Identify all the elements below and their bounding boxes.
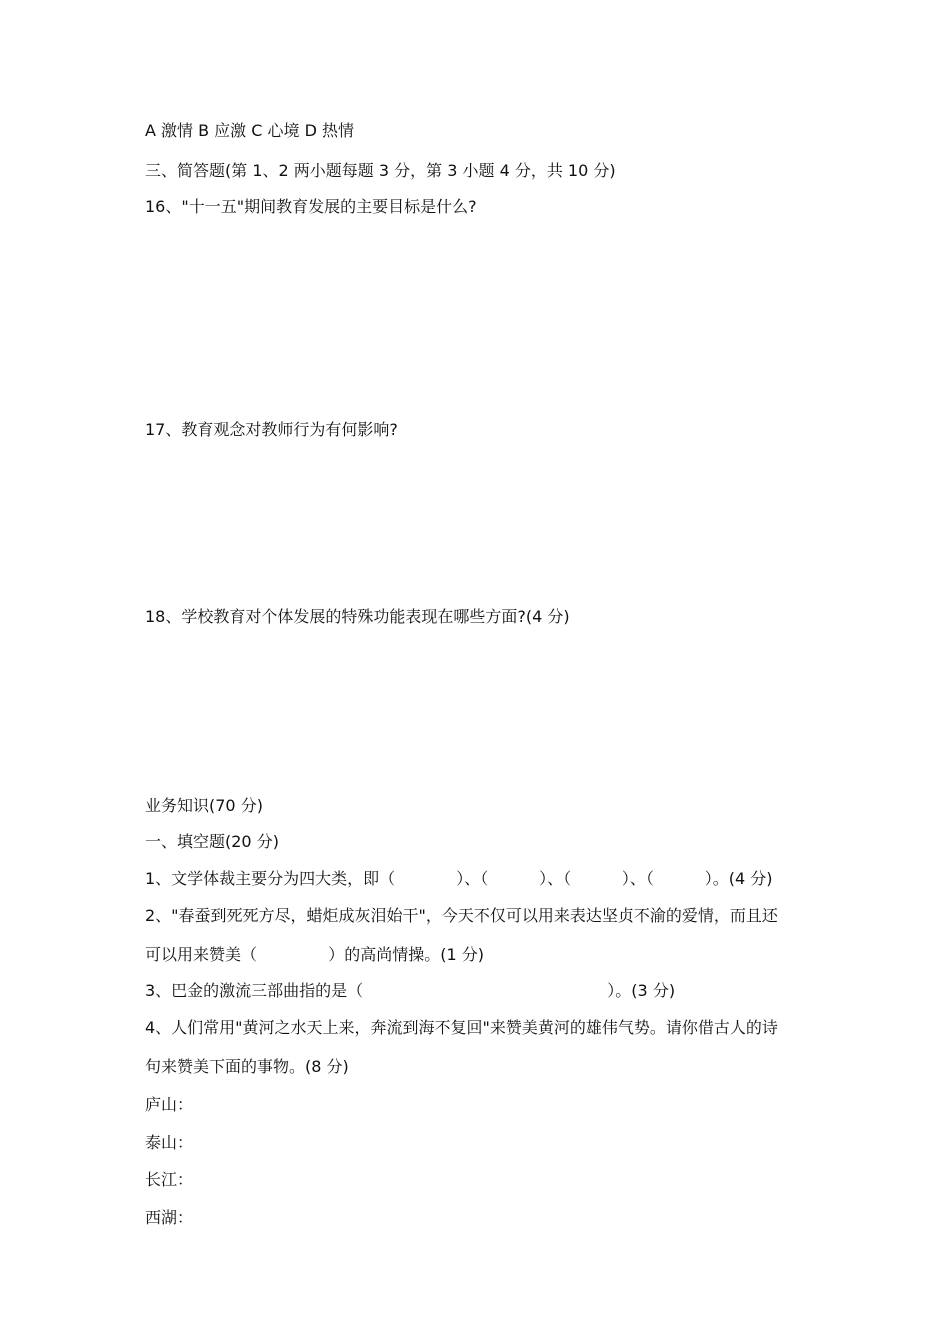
fill-question-1: 1、文学体裁主要分为四大类，即（ ）、（ ）、（ ）、（ ）。(4 分) xyxy=(145,869,773,888)
answer-line-changjiang: 长江： xyxy=(145,1170,194,1189)
fill-question-3: 3、巴金的激流三部曲指的是（ ）。(3 分) xyxy=(145,981,676,1000)
answer-line-lushan: 庐山： xyxy=(145,1095,194,1114)
section-professional-knowledge-heading: 业务知识(70 分) xyxy=(145,796,263,815)
fill-question-2-line-1: 2、"春蚕到死死方尽，蜡炬成灰泪始干"，今天不仅可以用来表达坚贞不渝的爱情，而且还 xyxy=(145,906,778,925)
section-short-answer-heading: 三、简答题(第 1、2 两小题每题 3 分，第 3 小题 4 分，共 10 分) xyxy=(145,161,616,180)
question-18: 18、学校教育对个体发展的特殊功能表现在哪些方面?(4 分) xyxy=(145,607,570,626)
fill-question-4-line-2: 句来赞美下面的事物。(8 分) xyxy=(145,1057,349,1076)
question-15-options: A 激情 B 应激 C 心境 D 热情 xyxy=(145,121,355,140)
fill-question-2-line-2: 可以用来赞美（ ）的高尚情操。(1 分) xyxy=(145,945,484,964)
section-fill-blank-heading: 一、填空题(20 分) xyxy=(145,832,279,851)
answer-line-xihu: 西湖： xyxy=(145,1208,194,1227)
question-17: 17、教育观念对教师行为有何影响? xyxy=(145,420,398,439)
question-16: 16、"十一五"期间教育发展的主要目标是什么? xyxy=(145,197,477,216)
answer-line-taishan: 泰山： xyxy=(145,1133,194,1152)
fill-question-4-line-1: 4、人们常用"黄河之水天上来，奔流到海不复回"来赞美黄河的雄伟气势。请你借古人的诗 xyxy=(145,1018,778,1037)
